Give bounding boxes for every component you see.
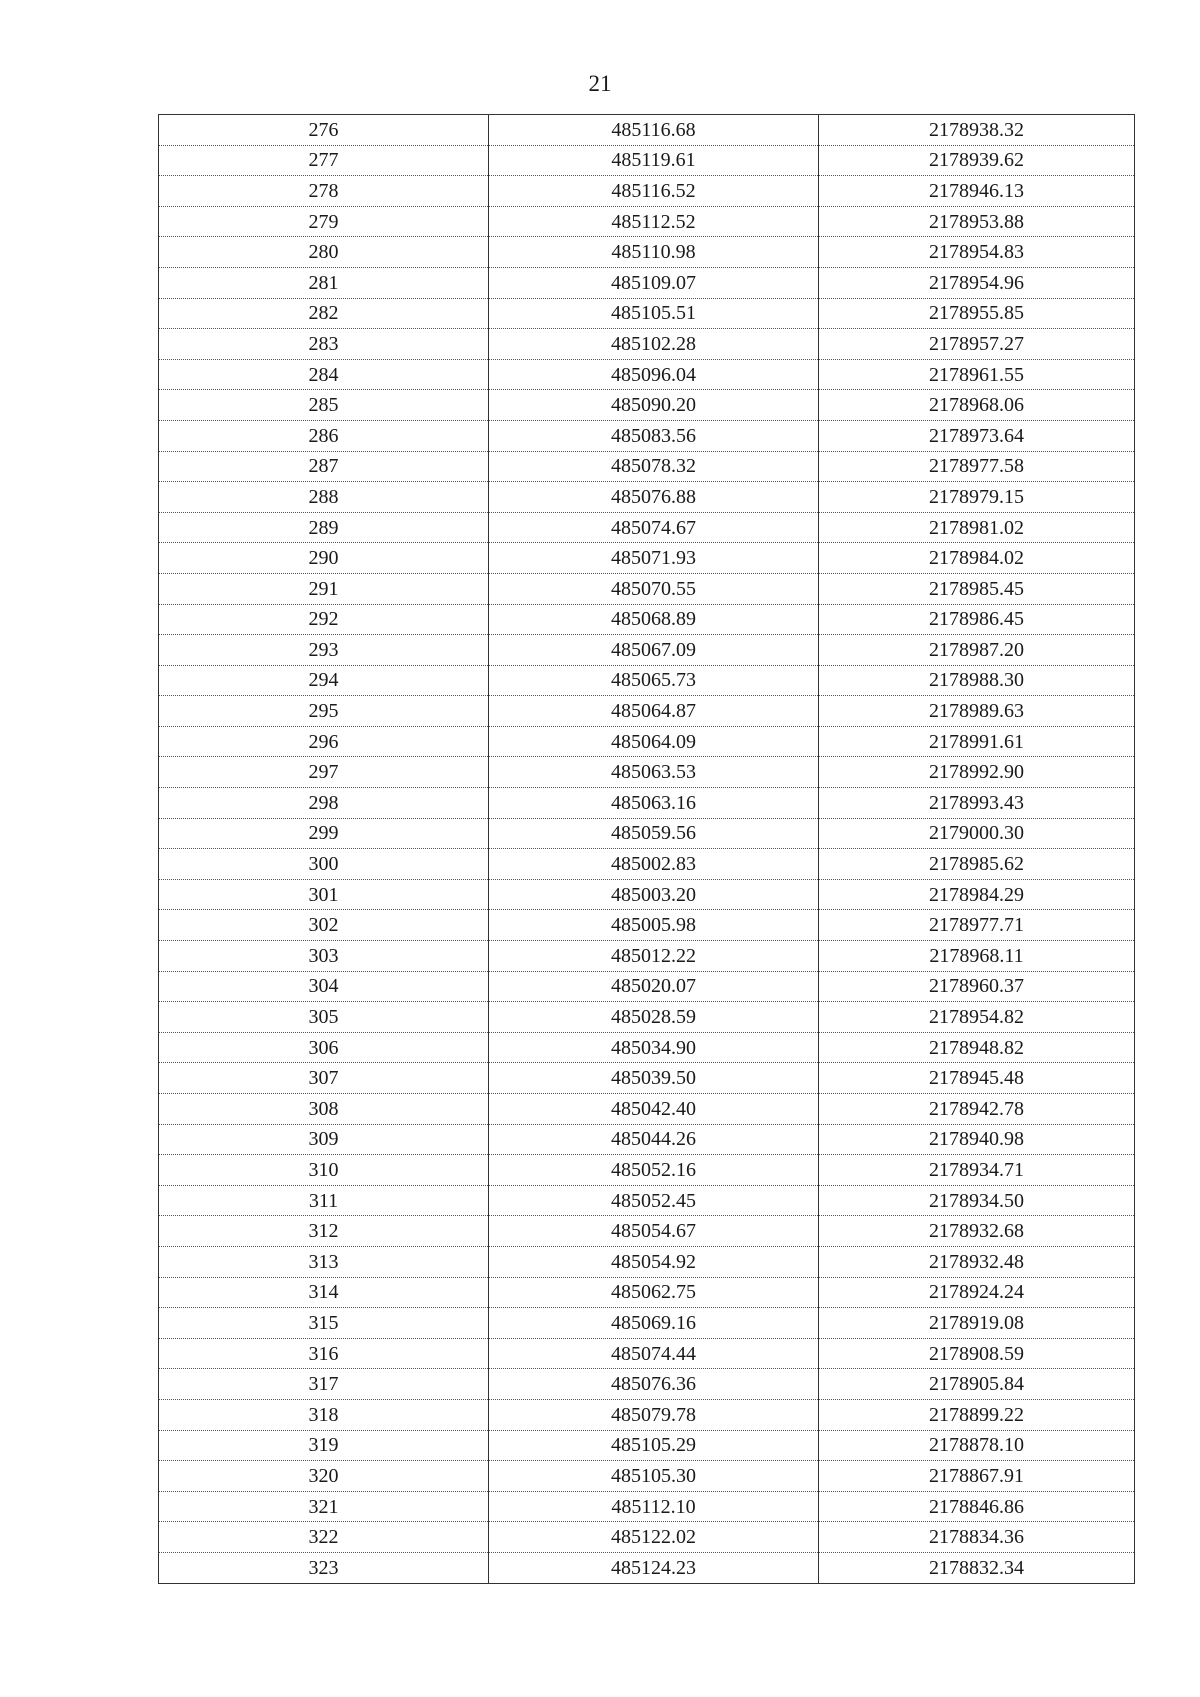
table-row [159, 726, 1135, 757]
table-row [159, 482, 1135, 513]
x-coordinate-cell: 485124.23 [489, 1552, 819, 1583]
y-coordinate-cell: 2178977.71 [819, 910, 1135, 941]
x-coordinate-cell: 485069.16 [489, 1308, 819, 1339]
table-row [159, 665, 1135, 696]
point-number-cell: 284 [159, 359, 489, 390]
x-coordinate-cell: 485076.36 [489, 1369, 819, 1400]
table-row [159, 543, 1135, 574]
y-coordinate-cell: 2178946.13 [819, 176, 1135, 207]
x-coordinate-cell: 485052.16 [489, 1155, 819, 1186]
point-number-cell: 294 [159, 665, 489, 696]
table-row [159, 451, 1135, 482]
table-row [159, 818, 1135, 849]
table-row [159, 849, 1135, 880]
point-number-cell: 278 [159, 176, 489, 207]
y-coordinate-cell: 2178981.02 [819, 512, 1135, 543]
y-coordinate-cell: 2178953.88 [819, 206, 1135, 237]
x-coordinate-cell: 485034.90 [489, 1032, 819, 1063]
y-coordinate-cell: 2178985.62 [819, 849, 1135, 880]
coordinates-table-body [159, 115, 1135, 1584]
coordinates-table [158, 114, 1135, 1584]
x-coordinate-cell: 485039.50 [489, 1063, 819, 1094]
table-row [159, 635, 1135, 666]
table-row [159, 1430, 1135, 1461]
x-coordinate-cell: 485028.59 [489, 1002, 819, 1033]
x-coordinate-cell: 485065.73 [489, 665, 819, 696]
point-number-cell: 292 [159, 604, 489, 635]
y-coordinate-cell: 2178924.24 [819, 1277, 1135, 1308]
table-row [159, 1491, 1135, 1522]
x-coordinate-cell: 485063.53 [489, 757, 819, 788]
y-coordinate-cell: 2178989.63 [819, 696, 1135, 727]
point-number-cell: 318 [159, 1399, 489, 1430]
point-number-cell: 313 [159, 1246, 489, 1277]
point-number-cell: 322 [159, 1522, 489, 1553]
y-coordinate-cell: 2178934.50 [819, 1185, 1135, 1216]
y-coordinate-cell: 2178932.68 [819, 1216, 1135, 1247]
y-coordinate-cell: 2178867.91 [819, 1461, 1135, 1492]
x-coordinate-cell: 485052.45 [489, 1185, 819, 1216]
y-coordinate-cell: 2178938.32 [819, 115, 1135, 146]
y-coordinate-cell: 2178993.43 [819, 788, 1135, 819]
table-row [159, 1522, 1135, 1553]
point-number-cell: 307 [159, 1063, 489, 1094]
x-coordinate-cell: 485064.87 [489, 696, 819, 727]
point-number-cell: 303 [159, 941, 489, 972]
y-coordinate-cell: 2178934.71 [819, 1155, 1135, 1186]
table-row [159, 1185, 1135, 1216]
y-coordinate-cell: 2178940.98 [819, 1124, 1135, 1155]
table-row [159, 1552, 1135, 1583]
y-coordinate-cell: 2178955.85 [819, 298, 1135, 329]
table-row [159, 298, 1135, 329]
x-coordinate-cell: 485079.78 [489, 1399, 819, 1430]
point-number-cell: 283 [159, 329, 489, 360]
x-coordinate-cell: 485042.40 [489, 1094, 819, 1125]
table-row [159, 176, 1135, 207]
point-number-cell: 282 [159, 298, 489, 329]
table-row [159, 267, 1135, 298]
table-row [159, 1002, 1135, 1033]
point-number-cell: 280 [159, 237, 489, 268]
point-number-cell: 279 [159, 206, 489, 237]
point-number-cell: 286 [159, 420, 489, 451]
x-coordinate-cell: 485067.09 [489, 635, 819, 666]
y-coordinate-cell: 2178954.83 [819, 237, 1135, 268]
table-row [159, 910, 1135, 941]
table-row [159, 971, 1135, 1002]
table-row [159, 1277, 1135, 1308]
table-row [159, 1094, 1135, 1125]
x-coordinate-cell: 485062.75 [489, 1277, 819, 1308]
y-coordinate-cell: 2178961.55 [819, 359, 1135, 390]
table-row [159, 145, 1135, 176]
x-coordinate-cell: 485090.20 [489, 390, 819, 421]
table-row [159, 1216, 1135, 1247]
y-coordinate-cell: 2178988.30 [819, 665, 1135, 696]
x-coordinate-cell: 485119.61 [489, 145, 819, 176]
x-coordinate-cell: 485110.98 [489, 237, 819, 268]
y-coordinate-cell: 2178957.27 [819, 329, 1135, 360]
y-coordinate-cell: 2178954.96 [819, 267, 1135, 298]
point-number-cell: 285 [159, 390, 489, 421]
page-number: 21 [588, 71, 612, 96]
y-coordinate-cell: 2178987.20 [819, 635, 1135, 666]
y-coordinate-cell: 2178991.61 [819, 726, 1135, 757]
x-coordinate-cell: 485020.07 [489, 971, 819, 1002]
x-coordinate-cell: 485068.89 [489, 604, 819, 635]
table-row [159, 1155, 1135, 1186]
y-coordinate-cell: 2178984.02 [819, 543, 1135, 574]
y-coordinate-cell: 2178908.59 [819, 1338, 1135, 1369]
y-coordinate-cell: 2178985.45 [819, 573, 1135, 604]
point-number-cell: 281 [159, 267, 489, 298]
point-number-cell: 277 [159, 145, 489, 176]
table-row [159, 1369, 1135, 1400]
point-number-cell: 297 [159, 757, 489, 788]
point-number-cell: 293 [159, 635, 489, 666]
point-number-cell: 310 [159, 1155, 489, 1186]
y-coordinate-cell: 2178960.37 [819, 971, 1135, 1002]
point-number-cell: 291 [159, 573, 489, 604]
point-number-cell: 288 [159, 482, 489, 513]
y-coordinate-cell: 2178846.86 [819, 1491, 1135, 1522]
point-number-cell: 298 [159, 788, 489, 819]
x-coordinate-cell: 485083.56 [489, 420, 819, 451]
x-coordinate-cell: 485096.04 [489, 359, 819, 390]
table-row [159, 1461, 1135, 1492]
table-row [159, 573, 1135, 604]
table-row [159, 1063, 1135, 1094]
y-coordinate-cell: 2178834.36 [819, 1522, 1135, 1553]
table-row [159, 1338, 1135, 1369]
table-row [159, 512, 1135, 543]
x-coordinate-cell: 485105.29 [489, 1430, 819, 1461]
point-number-cell: 302 [159, 910, 489, 941]
x-coordinate-cell: 485002.83 [489, 849, 819, 880]
y-coordinate-cell: 2178878.10 [819, 1430, 1135, 1461]
table-row [159, 696, 1135, 727]
y-coordinate-cell: 2178977.58 [819, 451, 1135, 482]
y-coordinate-cell: 2178919.08 [819, 1308, 1135, 1339]
point-number-cell: 309 [159, 1124, 489, 1155]
x-coordinate-cell: 485074.44 [489, 1338, 819, 1369]
x-coordinate-cell: 485070.55 [489, 573, 819, 604]
x-coordinate-cell: 485054.92 [489, 1246, 819, 1277]
point-number-cell: 305 [159, 1002, 489, 1033]
y-coordinate-cell: 2178942.78 [819, 1094, 1135, 1125]
point-number-cell: 289 [159, 512, 489, 543]
x-coordinate-cell: 485116.52 [489, 176, 819, 207]
x-coordinate-cell: 485005.98 [489, 910, 819, 941]
x-coordinate-cell: 485059.56 [489, 818, 819, 849]
point-number-cell: 295 [159, 696, 489, 727]
point-number-cell: 321 [159, 1491, 489, 1522]
table-row [159, 1032, 1135, 1063]
x-coordinate-cell: 485078.32 [489, 451, 819, 482]
point-number-cell: 323 [159, 1552, 489, 1583]
y-coordinate-cell: 2178954.82 [819, 1002, 1135, 1033]
point-number-cell: 314 [159, 1277, 489, 1308]
x-coordinate-cell: 485054.67 [489, 1216, 819, 1247]
table-row [159, 206, 1135, 237]
y-coordinate-cell: 2178899.22 [819, 1399, 1135, 1430]
point-number-cell: 308 [159, 1094, 489, 1125]
point-number-cell: 319 [159, 1430, 489, 1461]
point-number-cell: 301 [159, 879, 489, 910]
table-row [159, 1399, 1135, 1430]
point-number-cell: 304 [159, 971, 489, 1002]
y-coordinate-cell: 2178968.11 [819, 941, 1135, 972]
table-row [159, 604, 1135, 635]
x-coordinate-cell: 485116.68 [489, 115, 819, 146]
y-coordinate-cell: 2178939.62 [819, 145, 1135, 176]
table-row [159, 329, 1135, 360]
point-number-cell: 276 [159, 115, 489, 146]
x-coordinate-cell: 485012.22 [489, 941, 819, 972]
x-coordinate-cell: 485076.88 [489, 482, 819, 513]
point-number-cell: 296 [159, 726, 489, 757]
table-row [159, 359, 1135, 390]
point-number-cell: 311 [159, 1185, 489, 1216]
point-number-cell: 287 [159, 451, 489, 482]
x-coordinate-cell: 485105.30 [489, 1461, 819, 1492]
point-number-cell: 306 [159, 1032, 489, 1063]
table-row [159, 1124, 1135, 1155]
table-row [159, 420, 1135, 451]
x-coordinate-cell: 485063.16 [489, 788, 819, 819]
y-coordinate-cell: 2178984.29 [819, 879, 1135, 910]
y-coordinate-cell: 2178986.45 [819, 604, 1135, 635]
y-coordinate-cell: 2178948.82 [819, 1032, 1135, 1063]
y-coordinate-cell: 2178992.90 [819, 757, 1135, 788]
x-coordinate-cell: 485074.67 [489, 512, 819, 543]
x-coordinate-cell: 485109.07 [489, 267, 819, 298]
y-coordinate-cell: 2178932.48 [819, 1246, 1135, 1277]
point-number-cell: 300 [159, 849, 489, 880]
x-coordinate-cell: 485003.20 [489, 879, 819, 910]
table-row [159, 788, 1135, 819]
table-row [159, 1246, 1135, 1277]
x-coordinate-cell: 485112.10 [489, 1491, 819, 1522]
x-coordinate-cell: 485105.51 [489, 298, 819, 329]
y-coordinate-cell: 2178945.48 [819, 1063, 1135, 1094]
table-row [159, 115, 1135, 146]
y-coordinate-cell: 2178832.34 [819, 1552, 1135, 1583]
point-number-cell: 315 [159, 1308, 489, 1339]
x-coordinate-cell: 485122.02 [489, 1522, 819, 1553]
y-coordinate-cell: 2178979.15 [819, 482, 1135, 513]
table-row [159, 757, 1135, 788]
x-coordinate-cell: 485112.52 [489, 206, 819, 237]
table-row [159, 879, 1135, 910]
table-row [159, 1308, 1135, 1339]
y-coordinate-cell: 2178973.64 [819, 420, 1135, 451]
y-coordinate-cell: 2178968.06 [819, 390, 1135, 421]
y-coordinate-cell: 2179000.30 [819, 818, 1135, 849]
table-row [159, 390, 1135, 421]
point-number-cell: 290 [159, 543, 489, 574]
table-row [159, 941, 1135, 972]
x-coordinate-cell: 485044.26 [489, 1124, 819, 1155]
table-row [159, 237, 1135, 268]
x-coordinate-cell: 485071.93 [489, 543, 819, 574]
point-number-cell: 317 [159, 1369, 489, 1400]
point-number-cell: 312 [159, 1216, 489, 1247]
point-number-cell: 320 [159, 1461, 489, 1492]
point-number-cell: 316 [159, 1338, 489, 1369]
x-coordinate-cell: 485102.28 [489, 329, 819, 360]
x-coordinate-cell: 485064.09 [489, 726, 819, 757]
point-number-cell: 299 [159, 818, 489, 849]
y-coordinate-cell: 2178905.84 [819, 1369, 1135, 1400]
